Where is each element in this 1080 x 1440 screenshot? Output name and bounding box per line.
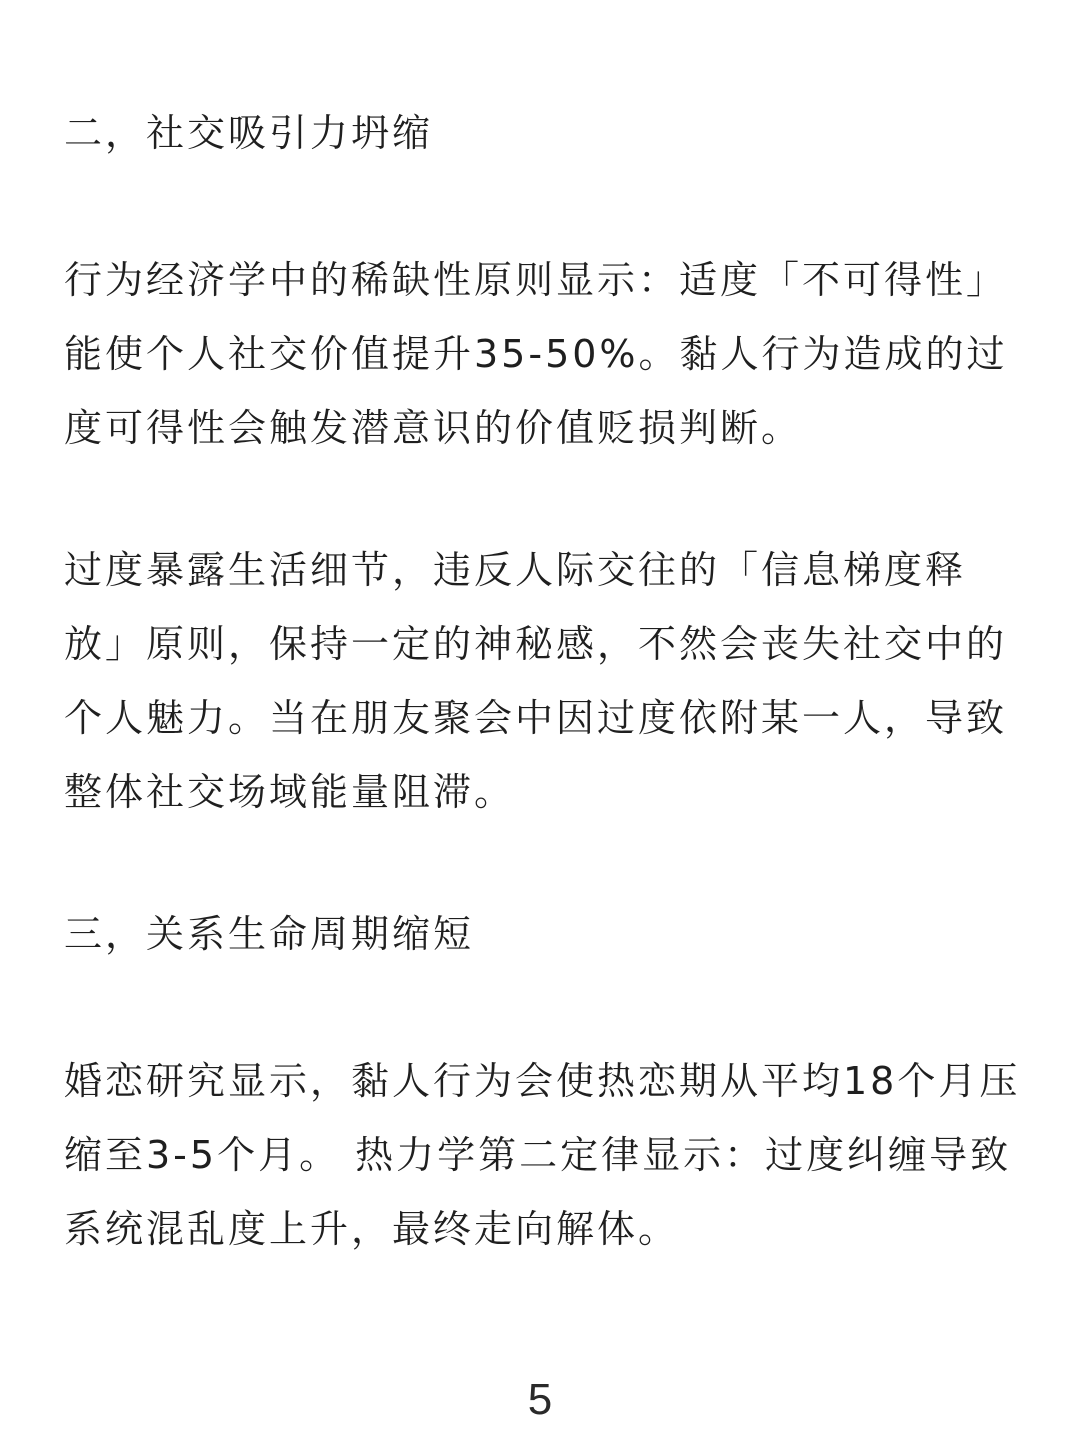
paragraph-line: 缩至3-5个月。 热力学第二定律显示：过度纠缠导致 (64, 1133, 1012, 1177)
paragraph-line: 行为经济学中的稀缺性原则显示：适度「不可得性」 (64, 258, 1008, 302)
paragraph-line: 放」原则，保持一定的神秘感，不然会丧失社交中的 (64, 622, 1008, 666)
section-heading-3 (64, 897, 1024, 971)
section-heading-2 (64, 96, 1024, 170)
heading-text: 三，关系生命周期缩短 (64, 912, 475, 956)
paragraph-line: 能使个人社交价值提升35-50%。黏人行为造成的过 (64, 332, 1008, 376)
paragraph-scarcity (64, 243, 1024, 465)
paragraph-line: 过度暴露生活细节，违反人际交往的「信息梯度释 (64, 548, 967, 592)
paragraph-line: 整体社交场域能量阻滞。 (64, 770, 516, 814)
paragraph-line: 度可得性会触发潜意识的价值贬损判断。 (64, 406, 803, 450)
page-number: 5 (527, 1375, 553, 1424)
paragraph-line: 婚恋研究显示，黏人行为会使热恋期从平均18个月压 (64, 1059, 1021, 1103)
paragraph-mystery (64, 533, 1024, 829)
paragraph-line: 个人魅力。当在朋友聚会中因过度依附某一人，导致 (64, 696, 1008, 740)
heading-text: 二，社交吸引力坍缩 (64, 111, 434, 155)
paragraph-relationship-cycle (64, 1044, 1024, 1266)
paragraph-line: 系统混乱度上升，最终走向解体。 (64, 1207, 680, 1251)
